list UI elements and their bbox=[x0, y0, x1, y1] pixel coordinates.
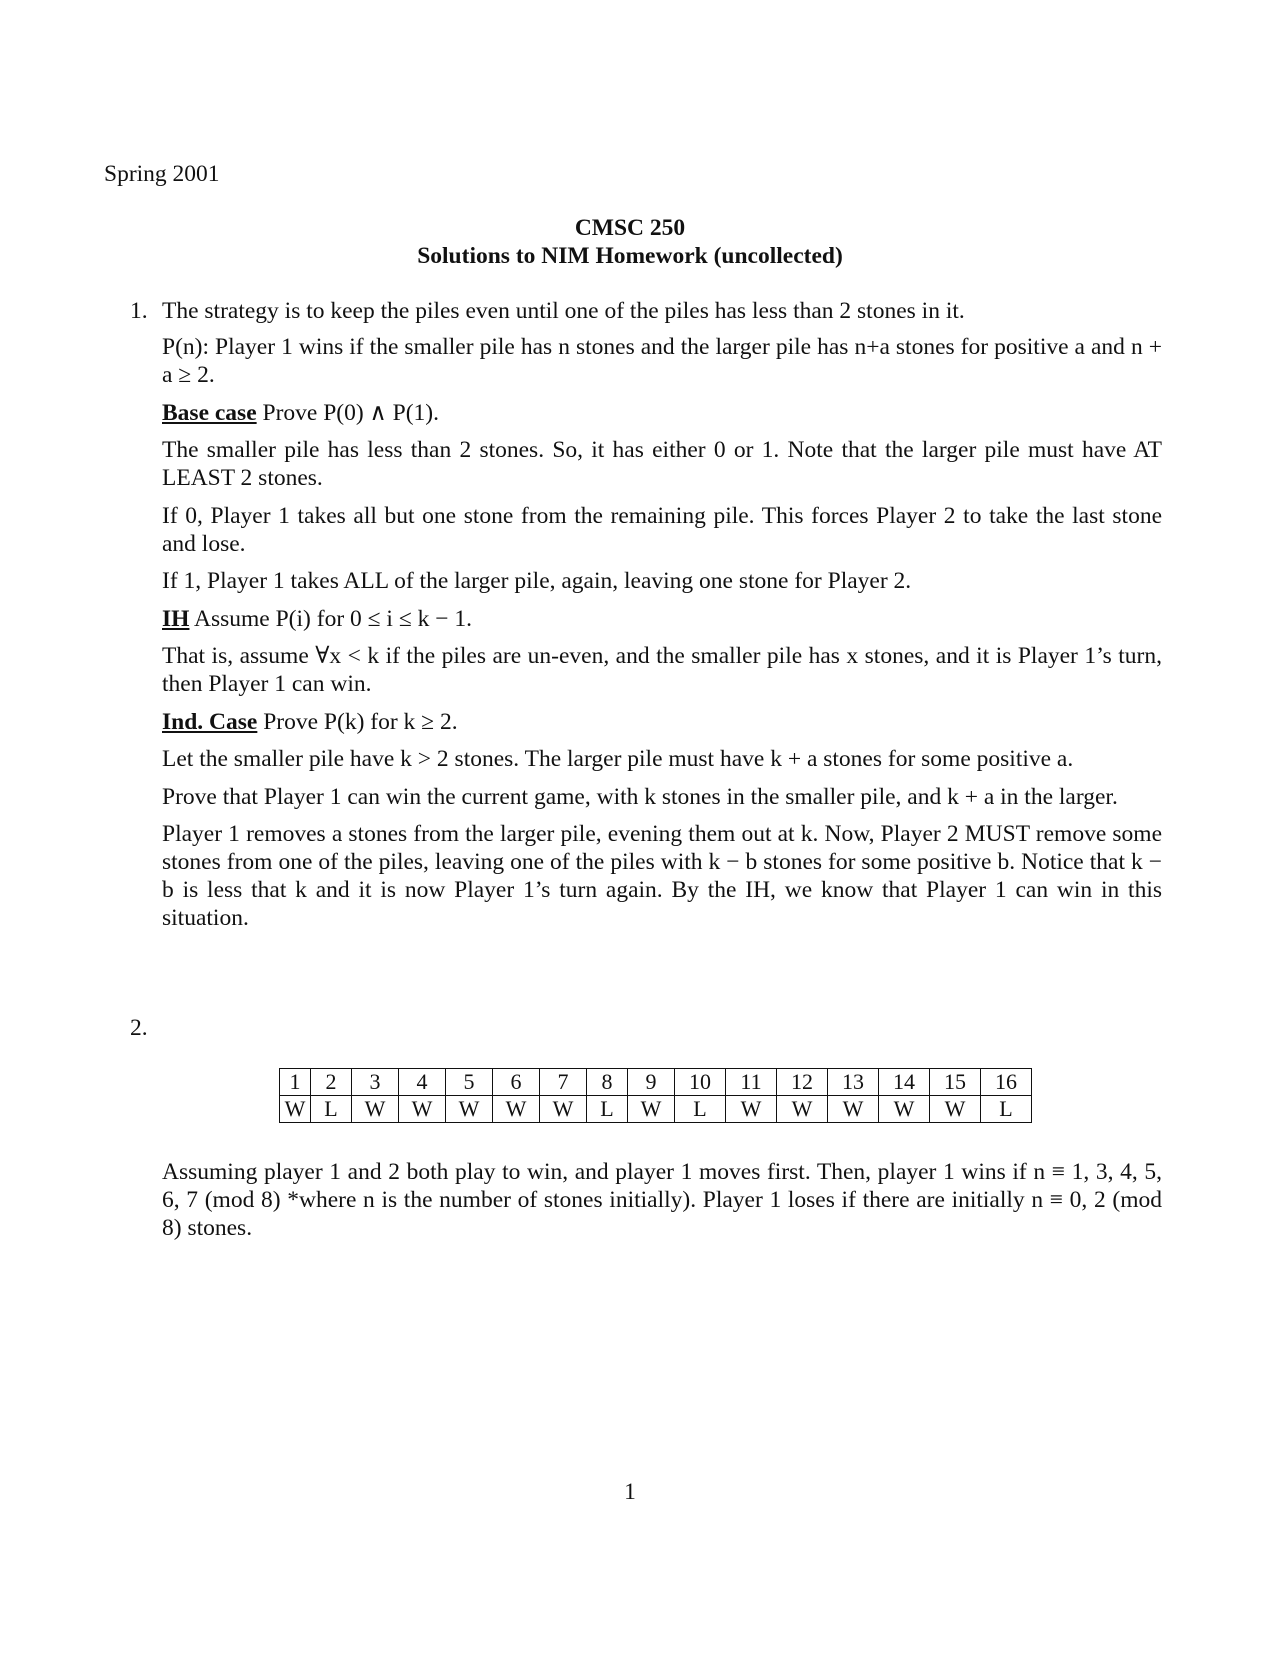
table-cell-n: 4 bbox=[399, 1069, 446, 1096]
table-row-outcomes bbox=[280, 1096, 1032, 1123]
ih-heading bbox=[162, 605, 1162, 633]
ind-case-paragraph-3: Player 1 removes a stones from the larger pile, evening them out at k. Now, Player 2 MUST remove some stones from one of the piles, leaving one of the piles with k − b stones for some positive b. Notice that k − b is less that k and it is now Player 1’s turn again. By the IH, we know that Player 1 can win in this situation. bbox=[162, 821, 1162, 931]
base-case-paragraph-1: The smaller pile has less than 2 stones. So, it has either 0 or 1. Note that the larger pile must have AT LEAST 2 stones. bbox=[162, 437, 1162, 491]
ih-statement: Assume P(i) for 0 ≤ i ≤ k − 1. bbox=[189, 605, 472, 632]
table-cell-n: 1 bbox=[280, 1069, 311, 1096]
table-cell-outcome: W bbox=[446, 1096, 493, 1123]
base-case-heading bbox=[162, 399, 1162, 427]
base-case-statement: Prove P(0) ∧ P(1). bbox=[256, 399, 439, 426]
pn-definition: P(n): Player 1 wins if the smaller pile has n stones and the larger pile has n+a stones for positive a and n + a ≥ 2. bbox=[162, 334, 1162, 388]
table-cell-n: 11 bbox=[726, 1069, 777, 1096]
table-row-n-values bbox=[280, 1069, 1032, 1096]
table-cell-n: 10 bbox=[675, 1069, 726, 1096]
problem-2-body bbox=[162, 1158, 1162, 1252]
table-cell-outcome: L bbox=[311, 1096, 352, 1123]
nim-outcome-table bbox=[279, 1068, 1032, 1123]
ind-case-statement: Prove P(k) for k ≥ 2. bbox=[257, 708, 458, 735]
table-cell-outcome: W bbox=[930, 1096, 981, 1123]
base-case-paragraph-3: If 1, Player 1 takes ALL of the larger pile, again, leaving one stone for Player 2. bbox=[162, 568, 912, 594]
course-title: CMSC 250 bbox=[574, 215, 686, 241]
base-case-label: Base case bbox=[162, 399, 257, 426]
ind-case-paragraph-2: Prove that Player 1 can win the current game, with k stones in the smaller pile, and k + a in the larger. bbox=[162, 783, 1118, 810]
problem-2-conclusion: Assuming player 1 and 2 both play to win, and player 1 moves first. Then, player 1 wins if n ≡ 1, 3, 4, 5, 6, 7 (mod 8) *where n is the number of stones initially). Player 1 loses if there are initially n ≡ 0, 2 (mod 8) stones. bbox=[162, 1159, 1162, 1241]
table-cell-n: 9 bbox=[628, 1069, 675, 1096]
table-cell-outcome: W bbox=[628, 1096, 675, 1123]
table-cell-n: 16 bbox=[981, 1069, 1032, 1096]
table-cell-n: 5 bbox=[446, 1069, 493, 1096]
table-cell-n: 6 bbox=[493, 1069, 540, 1096]
table-cell-outcome: W bbox=[879, 1096, 930, 1123]
table-cell-n: 7 bbox=[540, 1069, 587, 1096]
table-cell-n: 12 bbox=[777, 1069, 828, 1096]
ind-case-label: Ind. Case bbox=[162, 708, 258, 735]
problem-1-intro: The strategy is to keep the piles even until one of the piles has less than 2 stones in it. bbox=[162, 298, 965, 324]
table-cell-outcome: W bbox=[777, 1096, 828, 1123]
table-cell-outcome: W bbox=[493, 1096, 540, 1123]
table-cell-outcome: W bbox=[828, 1096, 879, 1123]
problem-2-number: 2. bbox=[130, 1015, 148, 1041]
problem-1-body bbox=[162, 333, 1162, 942]
table-cell-outcome: L bbox=[675, 1096, 726, 1123]
table-cell-outcome: W bbox=[540, 1096, 587, 1123]
table-cell-n: 15 bbox=[930, 1069, 981, 1096]
table-cell-outcome: L bbox=[587, 1096, 628, 1123]
semester-label: Spring 2001 bbox=[104, 161, 220, 187]
base-case-paragraph-2: If 0, Player 1 takes all but one stone from the remaining pile. This forces Player 2 to take the last stone and lose. bbox=[162, 502, 1162, 557]
table-cell-n: 3 bbox=[352, 1069, 399, 1096]
table-cell-outcome: W bbox=[352, 1096, 399, 1123]
table-cell-n: 2 bbox=[311, 1069, 352, 1096]
problem-1-number: 1. bbox=[130, 298, 148, 324]
table-cell-outcome: W bbox=[726, 1096, 777, 1123]
title-block bbox=[0, 214, 1260, 270]
document-subtitle: Solutions to NIM Homework (uncollected) bbox=[417, 243, 843, 269]
table-cell-n: 13 bbox=[828, 1069, 879, 1096]
table-cell-outcome: W bbox=[399, 1096, 446, 1123]
ih-label: IH bbox=[162, 605, 190, 632]
table-cell-n: 14 bbox=[879, 1069, 930, 1096]
table-cell-outcome: L bbox=[981, 1096, 1032, 1123]
ih-paragraph: That is, assume ∀x < k if the piles are un-even, and the smaller pile has x stones, and it is Player 1’s turn, then Player 1 can win. bbox=[162, 643, 1162, 697]
table-cell-outcome: W bbox=[280, 1096, 311, 1123]
ind-case-paragraph-1: Let the smaller pile have k > 2 stones. The larger pile must have k + a stones for some positive a. bbox=[162, 746, 1074, 772]
ind-case-heading bbox=[162, 708, 1162, 736]
page-number: 1 bbox=[624, 1479, 636, 1505]
table-cell-n: 8 bbox=[587, 1069, 628, 1096]
